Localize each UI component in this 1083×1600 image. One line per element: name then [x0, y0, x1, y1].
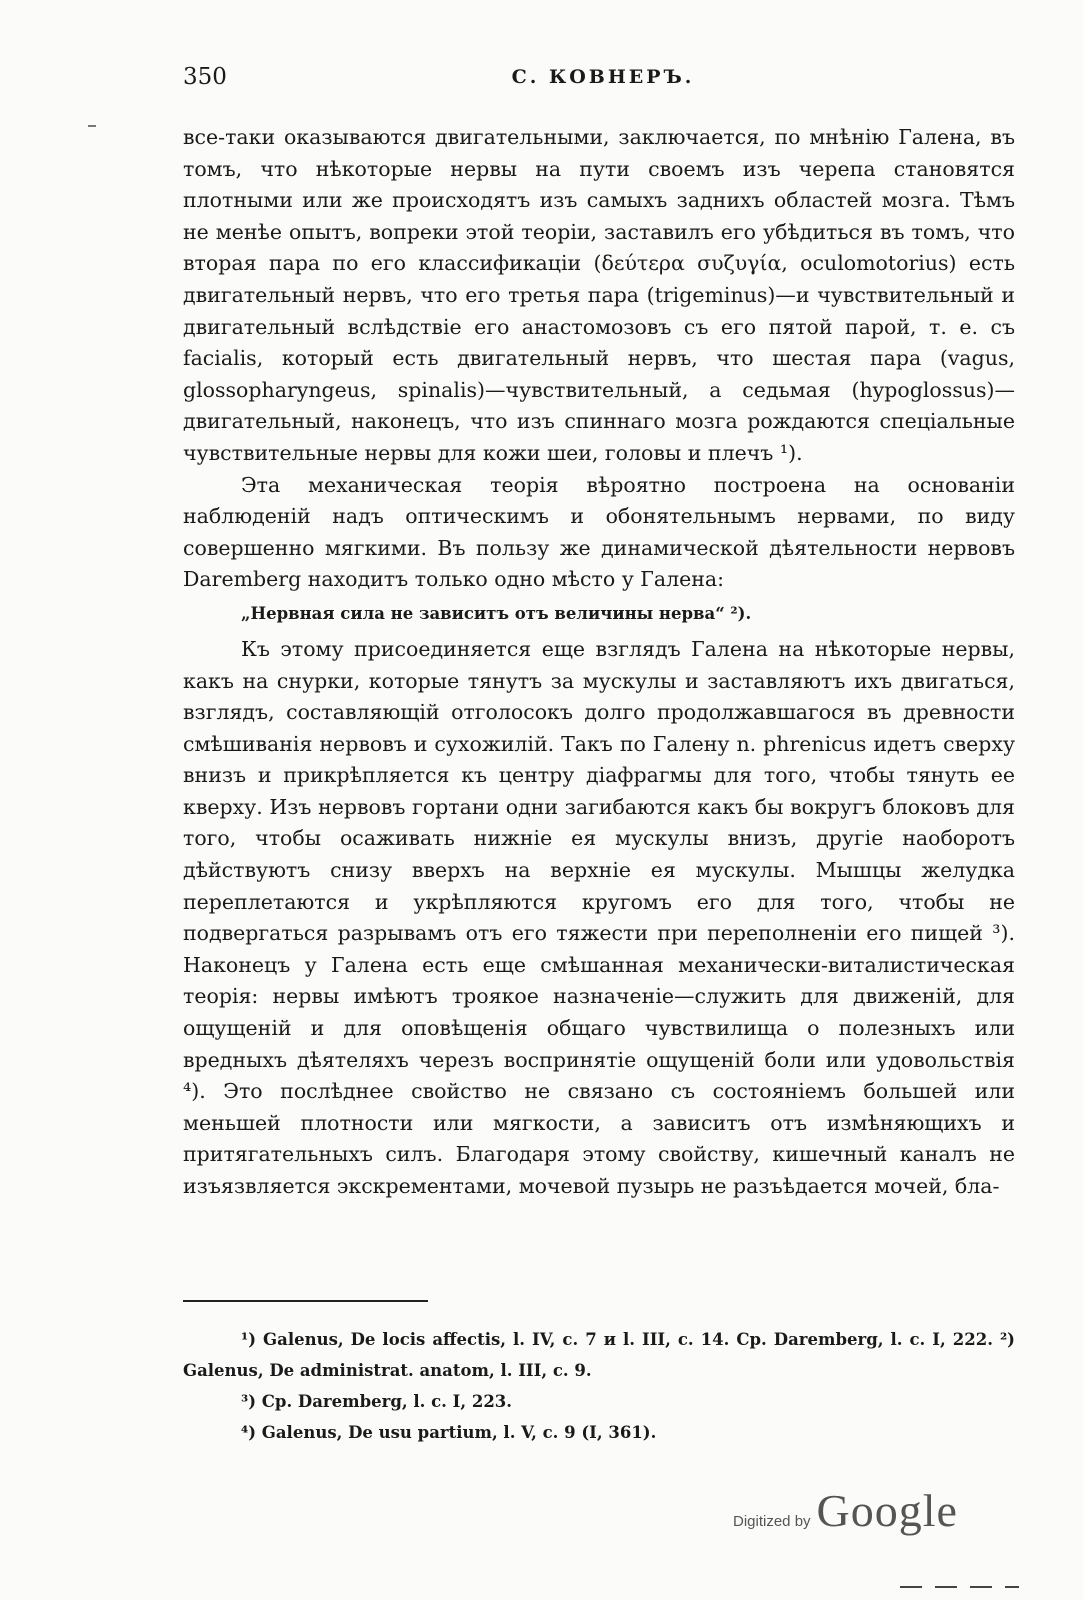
watermark-brand: Google	[816, 1485, 958, 1536]
running-head: С. КОВНЕРЪ.	[511, 66, 695, 88]
scan-artifact-dash	[900, 1586, 922, 1588]
footnote-3: ³) Cp. Daremberg, l. c. I, 223.	[241, 1392, 513, 1411]
paragraph-1: все-таки оказываются двигательными, заключается, по мнѣнію Галена, въ томъ, что нѣкоторые нервы на пути своемъ изъ черепа становятся плотными или же происходятъ изъ самыхъ заднихъ областей мозга. Тѣмъ не менѣе опытъ, вопреки этой теоріи, заставилъ его убѣдиться въ томъ, что вторая пара по его классификаціи (δεύτερα συζυγία, oculomotorius) есть двигательный нервъ, что его третья пара (trigeminus)—и чувствительный и двигательный вслѣдствіе его анастомозовъ съ его пятой парой, т. е. съ facialis, который есть двигательный нервъ, что шестая пара (vagus, glossopharyngeus, spinalis)—чувствительный, а седьмая (hypoglossus)—двигательный, наконецъ, что изъ спиннаго мозга рождаются спеціальные чувствительные нервы для кожи шеи, головы и плечъ ¹).	[183, 125, 1015, 465]
block-quote: „Нервная сила не зависитъ отъ величины нерва“ ²).	[241, 603, 752, 623]
page-header	[183, 64, 1023, 98]
page-number: 350	[183, 64, 227, 90]
scan-artifact-dash	[1005, 1586, 1019, 1588]
body-text	[183, 122, 1015, 1203]
scan-artifact-dash	[970, 1586, 992, 1588]
scan-artifact-dash	[935, 1586, 957, 1588]
digitized-watermark	[733, 1484, 958, 1544]
footnote-4: ⁴) Galenus, De usu partium, l. V, c. 9 (I, 361).	[241, 1423, 657, 1442]
watermark-prefix: Digitized by	[733, 1513, 811, 1530]
footnote-rule	[183, 1300, 428, 1302]
paragraph-3: Къ этому присоединяется еще взглядъ Галена на нѣкоторые нервы, какъ на снурки, которые тянутъ за мускулы и заставляютъ ихъ двигаться, взглядъ, составляющій отголосокъ долго продолжавшагося въ древности смѣшиванія нервовъ и сухожилій. Такъ по Галену n. phrenicus идетъ сверху внизъ и прикрѣпляется къ центру діафрагмы для того, чтобы тянуть ее кверху. Изъ нервовъ гортани одни загибаются какъ бы вокругъ блоковъ для того, чтобы осаживать нижніе ея мускулы внизъ, другіе наоборотъ дѣйствуютъ снизу вверхъ на верхніе ея мускулы. Мышцы желудка переплетаются и укрѣпляются кругомъ его для того, чтобы не подвергаться разрывамъ отъ его тяжести при переполненіи его пищей ³). Наконецъ у Галена есть еще смѣшанная механически-виталистическая теорія: нервы имѣютъ троякое назначеніе—служить для движеній, для ощущеній и для оповѣщенія общаго чувствилища о полезныхъ или вредныхъ дѣятеляхъ черезъ воспринятіе ощущеній боли или удовольствія ⁴). Это послѣднее свойство не связано съ состояніемъ большей или меньшей плотности или мягкости, а зависитъ отъ измѣняющихъ и притягательныхъ силъ. Благодаря этому свойству, кишечный каналъ не изъязвляется экскрементами, мочевой пузырь не разъѣдается мочей, бла-	[183, 636, 1015, 1198]
paragraph-2: Эта механическая теорія вѣроятно построена на основаніи наблюденій надъ оптическимъ и обонятельнымъ нервами, по виду совершенно мягкими. Въ пользу же динамической дѣятельности нервовъ Daremberg находитъ только одно мѣсто у Галена:	[183, 472, 1015, 592]
margin-mark	[88, 125, 96, 127]
footnotes	[183, 1324, 1015, 1448]
footnote-1-2: ¹) Galenus, De locis affectis, l. IV, c. 7 и l. III, c. 14. Cp. Daremberg, l. c. I, 222. ²) Galenus, De administrat. anatom, l. III, c. 9.	[183, 1330, 1015, 1380]
